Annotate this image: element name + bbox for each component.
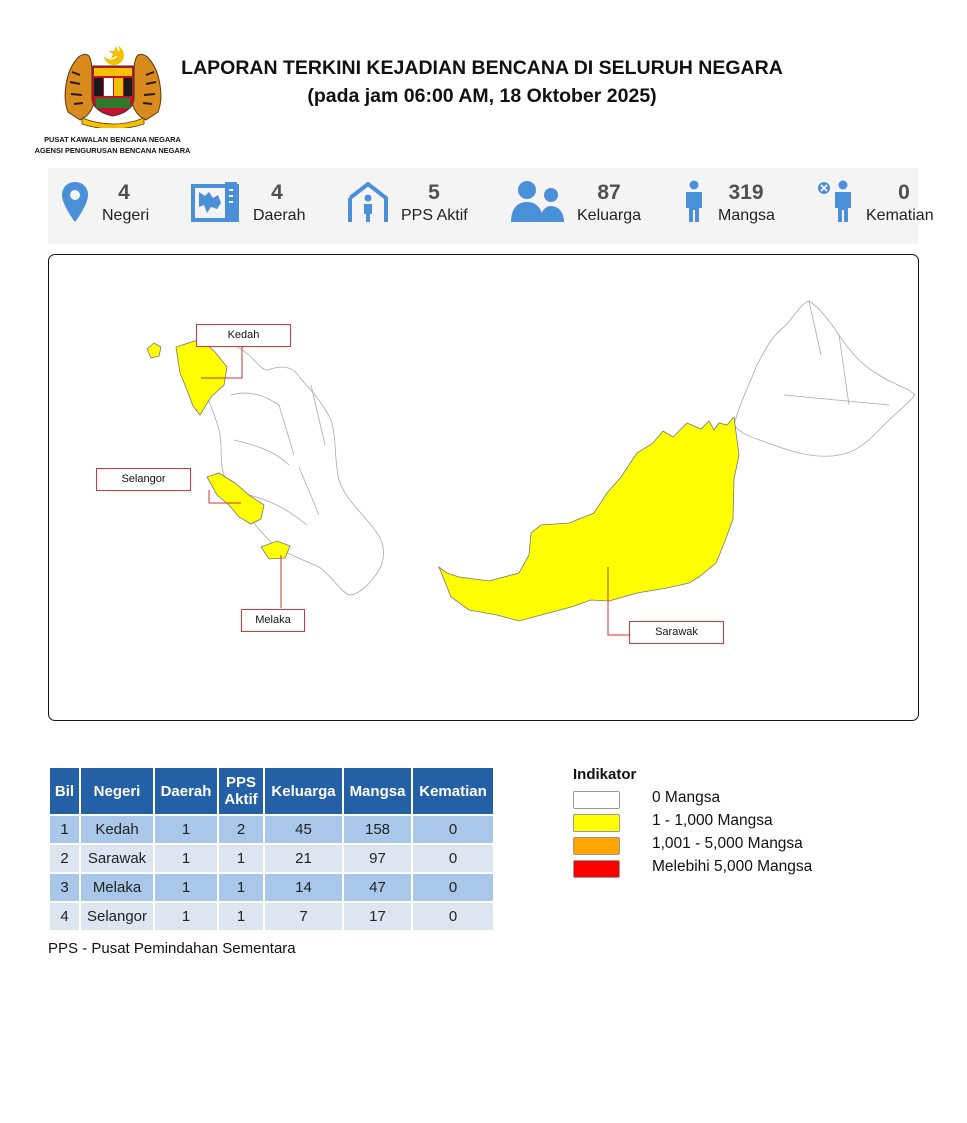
- abbreviation-note: PPS - Pusat Pemindahan Sementara: [48, 940, 296, 957]
- cell-kematian: 0: [413, 903, 493, 930]
- stat-label: Negeri: [102, 207, 150, 224]
- table-row: [50, 845, 493, 872]
- page-title: [150, 54, 814, 110]
- cell-negeri: Melaka: [81, 874, 153, 901]
- cell-mangsa: 47: [344, 874, 411, 901]
- stat-value: 4: [271, 181, 283, 204]
- stat-value: 0: [898, 181, 910, 204]
- legend-item: [573, 812, 773, 835]
- death-icon: [816, 180, 856, 229]
- stat-label: Mangsa: [718, 207, 775, 224]
- org-line-2: AGENSI PENGURUSAN BENCANA NEGARA: [34, 146, 191, 155]
- selangor-shape: [207, 473, 264, 524]
- stat-value: 5: [428, 181, 440, 204]
- organization-name: [20, 134, 205, 156]
- col-pps-line2: Aktif: [224, 791, 258, 808]
- legend-item: [573, 789, 721, 812]
- kedah-shape: [176, 339, 227, 415]
- cell-kematian: 0: [413, 845, 493, 872]
- cell-pps: 1: [219, 903, 263, 930]
- cell-pps: 1: [219, 874, 263, 901]
- cell-mangsa: 158: [344, 816, 411, 843]
- map-label-selangor: Selangor: [96, 468, 191, 491]
- legend-title: Indikator: [573, 766, 637, 783]
- cell-bil: 2: [50, 845, 79, 872]
- cell-keluarga: 21: [265, 845, 342, 872]
- stat-value: 87: [597, 181, 621, 204]
- shelter-icon: [346, 180, 390, 229]
- cell-daerah: 1: [155, 874, 217, 901]
- legend-swatch: [573, 791, 620, 809]
- cell-mangsa: 17: [344, 903, 411, 930]
- col-negeri: Negeri: [81, 768, 153, 814]
- legend-label: 1 - 1,000 Mangsa: [652, 812, 773, 829]
- cell-bil: 1: [50, 816, 79, 843]
- map-pin-icon: [60, 180, 90, 229]
- cell-negeri: Kedah: [81, 816, 153, 843]
- cell-negeri: Selangor: [81, 903, 153, 930]
- legend-label: 0 Mangsa: [652, 789, 721, 806]
- cell-keluarga: 7: [265, 903, 342, 930]
- legend-swatch: [573, 860, 620, 878]
- legend-label: Melebihi 5,000 Mangsa: [652, 858, 813, 875]
- person-icon: [682, 180, 706, 229]
- stat-label: Daerah: [253, 207, 306, 224]
- table-header-row: [50, 768, 493, 814]
- map-label-melaka: Melaka: [241, 609, 305, 632]
- org-line-1: PUSAT KAWALAN BENCANA NEGARA: [44, 135, 181, 144]
- cell-kematian: 0: [413, 816, 493, 843]
- family-icon: [510, 180, 566, 229]
- col-daerah: Daerah: [155, 768, 217, 814]
- cell-daerah: 1: [155, 845, 217, 872]
- stat-value: 4: [118, 181, 130, 204]
- table-row: [50, 903, 493, 930]
- legend-swatch: [573, 837, 620, 855]
- col-keluarga: Keluarga: [265, 768, 342, 814]
- malaysia-map: [48, 254, 919, 721]
- cell-keluarga: 14: [265, 874, 342, 901]
- sabah-outline: [734, 301, 915, 456]
- col-pps-line1: PPS: [225, 774, 256, 791]
- legend-item: [573, 858, 813, 881]
- cell-keluarga: 45: [265, 816, 342, 843]
- legend-swatch: [573, 814, 620, 832]
- stat-label: PPS Aktif: [401, 207, 468, 224]
- stat-label: Kematian: [866, 207, 934, 224]
- map-legend: [573, 766, 813, 881]
- col-mangsa: Mangsa: [344, 768, 411, 814]
- cell-pps: 2: [219, 816, 263, 843]
- col-kematian: Kematian: [413, 768, 493, 814]
- cell-mangsa: 97: [344, 845, 411, 872]
- sarawak-shape: [439, 417, 739, 621]
- table-row: [50, 874, 493, 901]
- stat-label: Keluarga: [577, 207, 642, 224]
- title-line-1: LAPORAN TERKINI KEJADIAN BENCANA DI SELURUH NEGARA: [181, 57, 783, 79]
- map-label-kedah: Kedah: [196, 324, 291, 347]
- map-label-sarawak: Sarawak: [629, 621, 724, 644]
- cell-pps: 1: [219, 845, 263, 872]
- stat-value: 319: [728, 181, 764, 204]
- cell-daerah: 1: [155, 903, 217, 930]
- cell-kematian: 0: [413, 874, 493, 901]
- summary-stats-bar: [48, 168, 934, 244]
- legend-item: [573, 835, 803, 858]
- cell-negeri: Sarawak: [81, 845, 153, 872]
- langkawi-shape: [147, 343, 161, 358]
- title-line-2: (pada jam 06:00 AM, 18 Oktober 2025): [307, 85, 657, 107]
- legend-label: 1,001 - 5,000 Mangsa: [652, 835, 803, 852]
- col-bil: Bil: [50, 768, 79, 814]
- col-pps-aktif: [219, 768, 263, 814]
- melaka-shape: [261, 541, 290, 559]
- district-map-icon: [191, 180, 241, 229]
- cell-bil: 4: [50, 903, 79, 930]
- disaster-summary-table: [48, 766, 495, 932]
- cell-bil: 3: [50, 874, 79, 901]
- affected-states: [147, 339, 739, 621]
- table-row: [50, 816, 493, 843]
- cell-daerah: 1: [155, 816, 217, 843]
